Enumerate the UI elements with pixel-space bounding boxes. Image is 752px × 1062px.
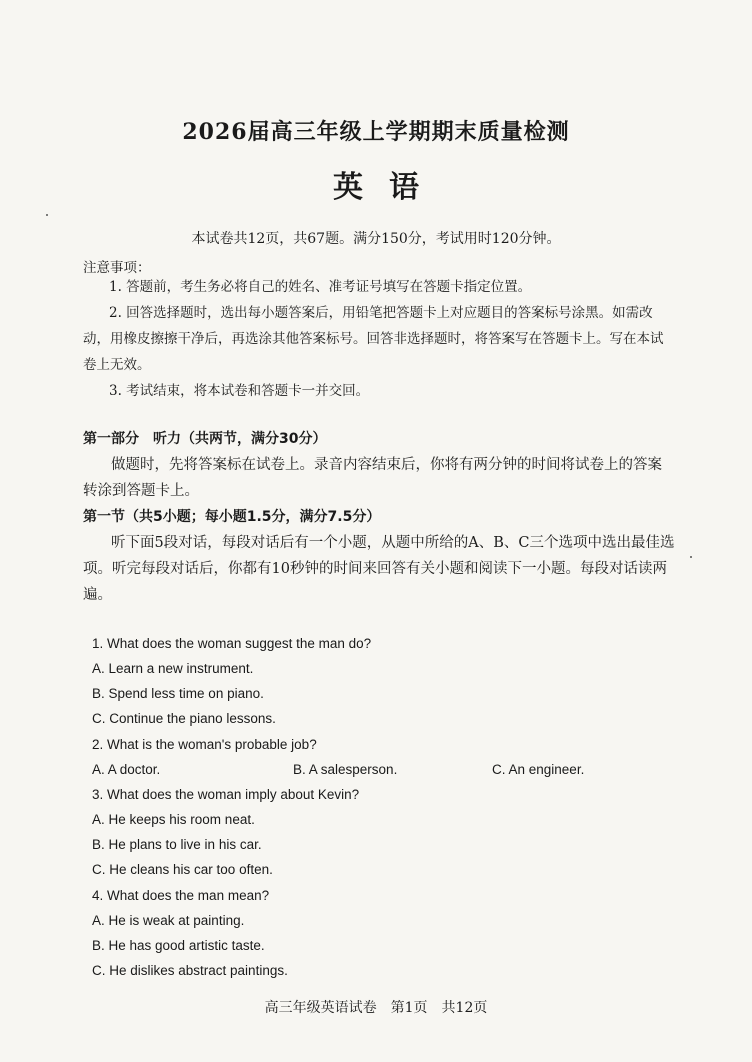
question-4-option-b: B. He has good artistic taste.: [92, 938, 265, 953]
notice-item-3: 3. 考试结束，将本试卷和答题卡一并交回。: [109, 383, 370, 399]
exam-intro: 本试卷共12页，共67题。满分150分，考试用时120分钟。: [191, 231, 561, 247]
scan-speck: [690, 556, 692, 558]
notice-heading: 注意事项：: [83, 260, 151, 276]
section1-heading: 第一节（共5小题；每小题1.5分，满分7.5分）: [83, 509, 381, 525]
page-footer: 高三年级英语试卷 第1页 共12页: [264, 1000, 488, 1016]
exam-title: 2026届高三年级上学期期末质量检测: [182, 119, 570, 145]
question-3-option-c: C. He cleans his car too often.: [92, 862, 273, 877]
notice-item-2: 2. 回答选择题时，选出每小题答案后，用铅笔把答题卡上对应题目的答案标号涂黑。如需改动，用橡皮擦擦干净后，再选涂其他答案标号。回答非选择题时，将答案写在答题卡上。写在本试卷上无效。: [83, 305, 664, 373]
question-2-option-b: B. A salesperson.: [293, 762, 398, 777]
question-3-option-b: B. He plans to live in his car.: [92, 837, 262, 852]
question-2-option-c: C. An engineer.: [492, 762, 585, 777]
question-1-option-b: B. Spend less time on piano.: [92, 686, 264, 701]
question-1-stem: 1. What does the woman suggest the man do?: [92, 636, 372, 651]
notice-item-1: 1. 答题前，考生务必将自己的姓名、准考证号填写在答题卡指定位置。: [109, 279, 532, 295]
question-1-option-a: A. Learn a new instrument.: [92, 661, 254, 676]
question-4-stem: 4. What does the man mean?: [92, 888, 270, 903]
subject-title: 英语: [333, 170, 445, 205]
question-3-stem: 3. What does the woman imply about Kevin?: [92, 787, 360, 802]
part1-instruction: 做题时，先将答案标在试卷上。录音内容结束后，你将有两分钟的时间将试卷上的答案转涂到答题卡上。: [83, 457, 662, 499]
part1-heading: 第一部分 听力（共两节，满分30分）: [83, 431, 327, 447]
section1-instruction: 听下面5段对话，每段对话后有一个小题，从题中所给的A、B、C三个选项中选出最佳选项。听完每段对话后，你都有10秒钟的时间来回答有关小题和阅读下一小题。每段对话读两遍。: [83, 535, 675, 603]
question-2-option-a: A. A doctor.: [92, 762, 161, 777]
question-2-stem: 2. What is the woman's probable job?: [92, 737, 317, 752]
question-4-option-a: A. He is weak at painting.: [92, 913, 245, 928]
question-1-option-c: C. Continue the piano lessons.: [92, 711, 276, 726]
scan-speck: [46, 214, 48, 216]
question-4-option-c: C. He dislikes abstract paintings.: [92, 963, 288, 978]
question-3-option-a: A. He keeps his room neat.: [92, 812, 255, 827]
